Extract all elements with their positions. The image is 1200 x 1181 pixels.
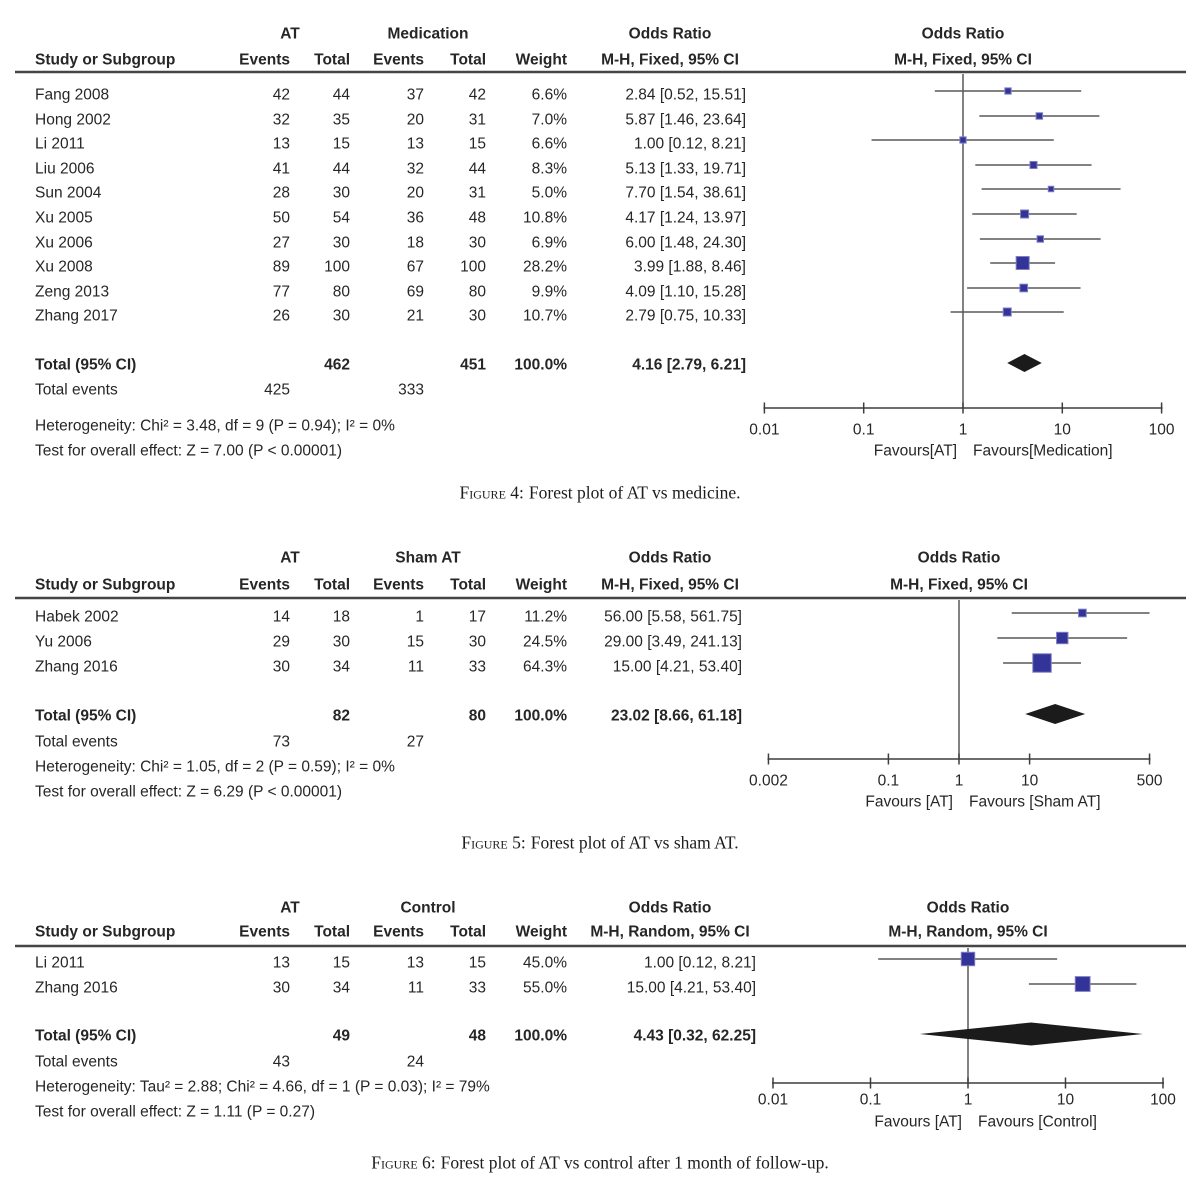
events1-cell: 14: [272, 608, 290, 626]
study-column-header: Study or Subgroup: [35, 51, 176, 69]
effect-square: [1003, 308, 1011, 316]
total2-cell: 33: [468, 658, 486, 676]
effect-square: [1016, 256, 1029, 269]
total1-sum-cell: 49: [332, 1027, 350, 1045]
odds-ratio-column-title: Odds Ratio: [628, 549, 712, 567]
plot-column-title: Odds Ratio: [926, 899, 1010, 917]
weight-column-header: Weight: [515, 51, 567, 69]
events1-cell: 50: [272, 209, 290, 227]
axis-tick-label: 100: [1148, 421, 1175, 439]
total-events-label: Total events: [35, 1053, 118, 1071]
group1-header: AT: [280, 899, 300, 917]
total-row-label: Total (95% CI): [35, 707, 137, 725]
axis-tick-label: 0.1: [859, 1091, 882, 1109]
total2-cell: 30: [468, 234, 486, 252]
study-name: Habek 2002: [35, 608, 119, 626]
odds-ratio-cell: 6.00 [1.48, 24.30]: [625, 234, 746, 252]
group2-header: Control: [400, 899, 456, 917]
weight-cell: 6.9%: [531, 234, 567, 252]
events2-cell: 69: [406, 283, 424, 301]
total1-cell: 44: [332, 86, 350, 104]
total-events2-cell: 27: [406, 733, 424, 751]
effect-square: [1048, 186, 1053, 191]
group2-header: Medication: [387, 25, 469, 43]
effect-square: [1005, 88, 1011, 94]
total1-cell: 34: [332, 979, 350, 997]
weight-cell: 7.0%: [531, 111, 567, 129]
total1-column-header: Total: [314, 51, 350, 69]
odds-ratio-cell: 2.84 [0.52, 15.51]: [625, 86, 746, 104]
events1-column-header: Events: [239, 923, 290, 941]
axis-tick-label: 1: [954, 772, 964, 790]
weight-cell: 6.6%: [531, 86, 567, 104]
events2-cell: 11: [407, 658, 424, 676]
total2-cell: 42: [468, 86, 486, 104]
axis-tick-label: 0.1: [852, 421, 875, 439]
events1-cell: 26: [272, 307, 290, 325]
total2-sum-cell: 48: [468, 1027, 486, 1045]
events1-cell: 77: [272, 283, 290, 301]
total2-cell: 15: [468, 954, 486, 972]
odds-ratio-cell: 2.79 [0.75, 10.33]: [625, 307, 746, 325]
study-name: Liu 2006: [35, 160, 95, 178]
weight-cell: 5.0%: [531, 184, 567, 202]
total-diamond: [920, 1023, 1143, 1046]
events1-cell: 89: [272, 258, 290, 276]
events2-cell: 21: [406, 307, 424, 325]
total2-cell: 33: [468, 979, 486, 997]
total2-column-header: Total: [450, 923, 486, 941]
effect-square: [1075, 977, 1090, 992]
odds-ratio-method-header: M-H, Fixed, 95% CI: [601, 576, 739, 594]
total1-cell: 30: [332, 184, 350, 202]
total-weight-cell: 100.0%: [514, 707, 567, 725]
effect-square: [960, 137, 966, 143]
events1-cell: 27: [272, 234, 290, 252]
events2-cell: 13: [406, 954, 424, 972]
group1-header: AT: [280, 25, 300, 43]
effect-square: [1033, 654, 1051, 672]
total1-cell: 15: [332, 954, 350, 972]
total2-cell: 100: [460, 258, 486, 276]
total2-cell: 17: [468, 608, 486, 626]
total1-sum-cell: 462: [324, 356, 350, 374]
odds-ratio-cell: 15.00 [4.21, 53.40]: [612, 658, 742, 676]
total1-cell: 54: [332, 209, 350, 227]
plot-method-header: M-H, Fixed, 95% CI: [894, 51, 1032, 69]
events1-column-header: Events: [239, 51, 290, 69]
odds-ratio-cell: 4.17 [1.24, 13.97]: [625, 209, 746, 227]
effect-square: [1030, 161, 1037, 168]
axis-tick-label: 0.01: [749, 421, 780, 439]
odds-ratio-cell: 5.13 [1.33, 19.71]: [625, 160, 746, 178]
odds-ratio-cell: 5.87 [1.46, 23.64]: [625, 111, 746, 129]
effect-square: [1036, 113, 1042, 119]
plot-method-header: M-H, Random, 95% CI: [888, 923, 1048, 941]
axis-tick-label: 1: [963, 1091, 973, 1109]
overall-effect-text: Test for overall effect: Z = 6.29 (P < 0.00001): [35, 783, 343, 801]
favours-left-label: Favours [AT]: [874, 1113, 962, 1131]
study-name: Xu 2006: [35, 234, 93, 252]
figure6-caption: [0, 1153, 1200, 1174]
events2-cell: 20: [406, 111, 424, 129]
study-name: Yu 2006: [35, 633, 92, 651]
total-diamond: [1025, 704, 1085, 724]
weight-cell: 24.5%: [523, 633, 567, 651]
total-events-label: Total events: [35, 733, 118, 751]
overall-effect-text: Test for overall effect: Z = 1.11 (P = 0.27): [35, 1103, 316, 1121]
events2-cell: 11: [407, 979, 424, 997]
total-row-label: Total (95% CI): [35, 1027, 137, 1045]
study-name: Fang 2008: [35, 86, 110, 104]
total2-column-header: Total: [450, 51, 486, 69]
events1-cell: 42: [272, 86, 290, 104]
odds-ratio-cell: 15.00 [4.21, 53.40]: [626, 979, 756, 997]
study-name: Li 2011: [35, 954, 85, 972]
events2-column-header: Events: [373, 923, 424, 941]
weight-cell: 6.6%: [531, 135, 567, 153]
odds-ratio-cell: 4.09 [1.10, 15.28]: [625, 283, 746, 301]
total-events2-cell: 24: [406, 1053, 424, 1071]
weight-cell: 45.0%: [523, 954, 567, 972]
total2-cell: 31: [468, 111, 486, 129]
events2-column-header: Events: [373, 576, 424, 594]
axis-tick-label: 1: [958, 421, 968, 439]
total2-cell: 30: [468, 633, 486, 651]
study-name: Zhang 2016: [35, 979, 118, 997]
total1-column-header: Total: [314, 923, 350, 941]
effect-square: [1079, 609, 1087, 617]
total-events1-cell: 425: [264, 381, 290, 399]
figure5-caption-text: Forest plot of AT vs sham AT.: [530, 832, 739, 853]
weight-cell: 10.7%: [523, 307, 567, 325]
events1-cell: 30: [272, 979, 290, 997]
total1-cell: 35: [332, 111, 350, 129]
events1-cell: 29: [272, 633, 290, 651]
odds-ratio-cell: 56.00 [5.58, 561.75]: [604, 608, 742, 626]
total1-cell: 30: [332, 633, 350, 651]
total2-cell: 44: [468, 160, 486, 178]
odds-ratio-column-title: Odds Ratio: [628, 899, 712, 917]
weight-cell: 28.2%: [523, 258, 567, 276]
events2-cell: 67: [406, 258, 424, 276]
study-name: Zhang 2016: [35, 658, 118, 676]
events2-cell: 18: [406, 234, 424, 252]
study-name: Sun 2004: [35, 184, 102, 202]
study-name: Hong 2002: [35, 111, 111, 129]
favours-right-label: Favours [Control]: [978, 1113, 1097, 1131]
odds-ratio-cell: 29.00 [3.49, 241.13]: [604, 633, 742, 651]
events1-cell: 13: [272, 135, 290, 153]
total-weight-cell: 100.0%: [514, 1027, 567, 1045]
effect-square: [1021, 210, 1029, 218]
overall-effect-text: Test for overall effect: Z = 7.00 (P < 0.00001): [35, 442, 343, 460]
axis-tick-label: 0.1: [877, 772, 900, 790]
weight-cell: 9.9%: [531, 283, 567, 301]
heterogeneity-text: Heterogeneity: Chi² = 3.48, df = 9 (P = 0.94); I² = 0%: [35, 417, 395, 435]
figure6-caption-label: Figure 6:: [371, 1152, 436, 1173]
odds-ratio-method-header: M-H, Random, 95% CI: [590, 923, 750, 941]
events2-cell: 20: [406, 184, 424, 202]
weight-cell: 8.3%: [531, 160, 567, 178]
total2-column-header: Total: [450, 576, 486, 594]
total-events1-cell: 73: [272, 733, 290, 751]
weight-cell: 55.0%: [523, 979, 567, 997]
total1-column-header: Total: [314, 576, 350, 594]
total-odds-ratio-cell: 4.43 [0.32, 62.25]: [633, 1027, 756, 1045]
axis-tick-label: 10: [1056, 1091, 1075, 1109]
total-row-label: Total (95% CI): [35, 356, 137, 374]
events1-cell: 41: [272, 160, 290, 178]
events1-cell: 32: [272, 111, 290, 129]
events1-cell: 13: [272, 954, 290, 972]
figure4-caption-label: Figure 4:: [459, 482, 524, 503]
events2-cell: 1: [415, 608, 424, 626]
total1-cell: 18: [332, 608, 350, 626]
total2-sum-cell: 451: [460, 356, 486, 374]
study-name: Li 2011: [35, 135, 85, 153]
effect-square: [961, 952, 974, 965]
total-events1-cell: 43: [272, 1053, 290, 1071]
odds-ratio-cell: 1.00 [0.12, 8.21]: [643, 954, 756, 972]
total1-cell: 44: [332, 160, 350, 178]
study-name: Zeng 2013: [35, 283, 110, 301]
total1-cell: 34: [332, 658, 350, 676]
total-events2-cell: 333: [398, 381, 424, 399]
study-column-header: Study or Subgroup: [35, 576, 176, 594]
total2-cell: 15: [468, 135, 486, 153]
favours-left-label: Favours[AT]: [873, 442, 957, 460]
total1-cell: 30: [332, 234, 350, 252]
events2-cell: 37: [406, 86, 424, 104]
figure5-caption: [0, 833, 1200, 854]
heterogeneity-text: Heterogeneity: Tau² = 2.88; Chi² = 4.66, df = 1 (P = 0.03); I² = 79%: [35, 1078, 490, 1096]
events2-cell: 13: [406, 135, 424, 153]
axis-tick-label: 500: [1136, 772, 1163, 790]
total2-cell: 30: [468, 307, 486, 325]
axis-tick-label: 100: [1150, 1091, 1176, 1109]
total2-cell: 80: [468, 283, 486, 301]
axis-tick-label: 10: [1020, 772, 1039, 790]
group1-header: AT: [280, 549, 300, 567]
effect-square: [1057, 632, 1068, 643]
axis-tick-label: 10: [1053, 421, 1071, 439]
weight-column-header: Weight: [515, 576, 567, 594]
effect-square: [1020, 284, 1028, 292]
total1-cell: 100: [324, 258, 350, 276]
plot-column-title: Odds Ratio: [921, 25, 1005, 43]
axis-tick-label: 0.01: [757, 1091, 789, 1109]
events1-cell: 30: [272, 658, 290, 676]
group2-header: Sham AT: [395, 549, 461, 567]
odds-ratio-column-title: Odds Ratio: [628, 25, 712, 43]
figure5-caption-label: Figure 5:: [461, 832, 526, 853]
figure4-caption: [0, 483, 1200, 504]
favours-right-label: Favours[Medication]: [973, 442, 1113, 460]
total2-cell: 31: [468, 184, 486, 202]
odds-ratio-cell: 1.00 [0.12, 8.21]: [633, 135, 746, 153]
weight-cell: 10.8%: [523, 209, 567, 227]
odds-ratio-method-header: M-H, Fixed, 95% CI: [601, 51, 739, 69]
total1-cell: 15: [332, 135, 350, 153]
heterogeneity-text: Heterogeneity: Chi² = 1.05, df = 2 (P = 0.59); I² = 0%: [35, 758, 395, 776]
total2-sum-cell: 80: [468, 707, 486, 725]
total1-sum-cell: 82: [332, 707, 350, 725]
events2-cell: 15: [406, 633, 424, 651]
favours-left-label: Favours [AT]: [865, 793, 953, 811]
total-odds-ratio-cell: 23.02 [8.66, 61.18]: [611, 707, 742, 725]
total-odds-ratio-cell: 4.16 [2.79, 6.21]: [632, 356, 746, 374]
study-name: Xu 2005: [35, 209, 93, 227]
figure4-caption-text: Forest plot of AT vs medicine.: [528, 482, 741, 503]
events1-column-header: Events: [239, 576, 290, 594]
total1-cell: 30: [332, 307, 350, 325]
events2-cell: 32: [406, 160, 424, 178]
axis-tick-label: 0.002: [749, 772, 788, 790]
events2-column-header: Events: [373, 51, 424, 69]
weight-column-header: Weight: [515, 923, 567, 941]
total-events-label: Total events: [35, 381, 118, 399]
weight-cell: 11.2%: [524, 608, 567, 626]
total-diamond: [1007, 354, 1042, 372]
events1-cell: 28: [272, 184, 290, 202]
study-column-header: Study or Subgroup: [35, 923, 176, 941]
figure6-caption-text: Forest plot of AT vs control after 1 month of follow-up.: [440, 1152, 829, 1173]
effect-square: [1037, 236, 1043, 242]
favours-right-label: Favours [Sham AT]: [969, 793, 1101, 811]
plot-column-title: Odds Ratio: [917, 549, 1001, 567]
total-weight-cell: 100.0%: [514, 356, 567, 374]
events2-cell: 36: [406, 209, 424, 227]
odds-ratio-cell: 3.99 [1.88, 8.46]: [633, 258, 746, 276]
odds-ratio-cell: 7.70 [1.54, 38.61]: [625, 184, 746, 202]
total2-cell: 48: [468, 209, 486, 227]
total1-cell: 80: [332, 283, 350, 301]
study-name: Zhang 2017: [35, 307, 118, 325]
study-name: Xu 2008: [35, 258, 93, 276]
plot-method-header: M-H, Fixed, 95% CI: [890, 576, 1028, 594]
weight-cell: 64.3%: [523, 658, 567, 676]
